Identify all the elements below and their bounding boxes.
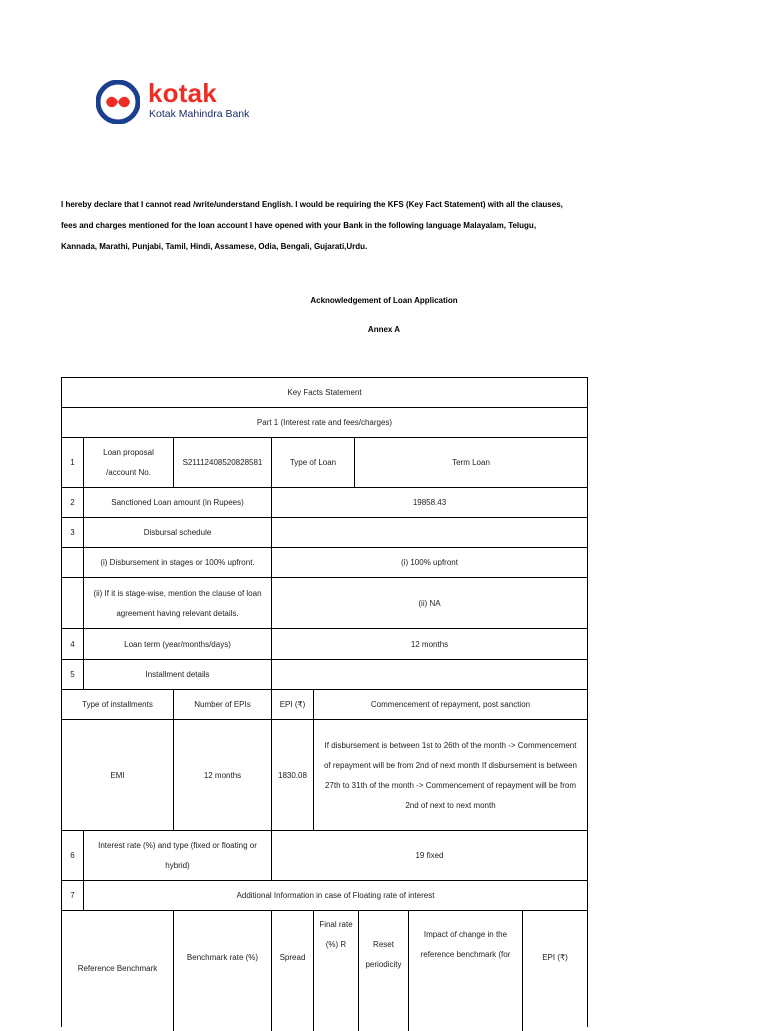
logo-subtitle: Kotak Mahindra Bank [149,108,250,120]
floating-epi-header: EPI (₹) [522,911,587,1031]
account-number-value: S21112408520828581 [173,438,271,488]
interest-rate-label: Interest rate (%) and type (fixed or floating or hybrid) [83,831,271,881]
table-row [62,910,587,1031]
row-number [62,548,83,578]
table-row [62,880,587,911]
row-number: 1 [70,458,75,467]
table-row [62,487,587,518]
annex-title: Annex A [367,325,401,334]
loan-term-label: Loan term (year/months/days) [83,629,271,660]
commencement-header: Commencement of repayment, post sanction [313,690,587,720]
table-row [62,547,587,578]
floating-rate-info-label: Additional Information in case of Floating rate of interest [83,881,587,911]
disbursal-schedule-value [271,518,587,548]
epi-value: 1830.08 [271,720,313,831]
logo-wordmark: kotak [148,78,217,108]
table-row [62,577,587,629]
table-row [62,719,587,831]
number-of-epis-header: Number of EPIs [173,690,271,720]
disbursement-stages-value: (i) 100% upfront [271,548,587,578]
installment-type-header: Type of installments [82,700,153,709]
row-number: 5 [70,670,75,679]
installment-details-label: Installment details [83,660,271,690]
type-of-loan-label: Type of Loan [271,438,354,488]
table-row [62,517,587,548]
bank-logo [96,80,266,124]
reference-benchmark-header: Reference Benchmark [77,964,158,973]
type-of-loan-value: Term Loan [354,438,587,488]
table-row [62,437,587,488]
row-number [62,578,83,629]
stage-wise-clause-value: (ii) NA [271,578,587,629]
kotak-logo-icon [96,80,140,124]
benchmark-rate-header: Benchmark rate (%) [173,911,271,1031]
acknowledgement-title: Acknowledgement of Loan Application [310,296,458,305]
spread-header: Spread [271,911,313,1031]
sanctioned-amount-label: Sanctioned Loan amount (in Rupees) [83,488,271,518]
disbursement-stages-label: (i) Disbursement in stages or 100% upfront. [83,548,271,578]
table-row [62,689,587,720]
stage-wise-clause-label: (ii) If it is stage-wise, mention the clause of loan agreement having relevant details. [83,578,271,629]
installment-details-value [271,660,587,690]
commencement-value: If disbursement is between 1st to 26th of the month -> Commencement of repayment will be from 2nd of next month If disbursement is between 27th to 31th of the month -> Commencement of repayment will be from 2nd of next to next month [313,720,587,831]
row-number: 6 [70,851,75,860]
table-row [62,628,587,660]
row-number: 2 [70,498,75,507]
table-row [62,407,587,438]
kfs-title: Key Facts Statement [287,388,362,397]
table-row [62,377,587,408]
table-row [62,830,587,881]
row-number: 4 [70,639,75,649]
loan-term-value: 12 months [271,629,587,660]
epi-header: EPI (₹) [271,690,313,720]
loan-proposal-label: Loan proposal /account No. [83,438,173,488]
interest-rate-value: 19 fixed [271,831,587,881]
number-of-epis-value: 12 months [173,720,271,831]
table-row [62,659,587,690]
reset-periodicity-header: Reset periodicity [358,911,408,1031]
row-number: 7 [70,891,75,900]
installment-type-value: EMI [110,770,125,780]
disbursal-schedule-label: Disbursal schedule [83,518,271,548]
sanctioned-amount-value: 19858.43 [271,488,587,518]
impact-of-change-header: Impact of change in the reference benchmark (for [408,911,522,1031]
language-declaration: I hereby declare that I cannot read /write/understand English. I would be requiring the KFS (Key Fact Statement) with all the clauses, fees and charges mentioned for the loan account I have opened with your Bank in the following language Malayalam, Telugu, Kannada, Marathi, Punjabi, Tamil, Hindi, Assamese, Odia, Bengali, Gujarati,Urdu. [61,200,563,251]
part1-title: Part 1 (Interest rate and fees/charges) [256,418,393,427]
key-facts-table [61,377,588,1027]
final-rate-header: Final rate (%) R [313,911,358,1031]
row-number: 3 [70,528,75,537]
